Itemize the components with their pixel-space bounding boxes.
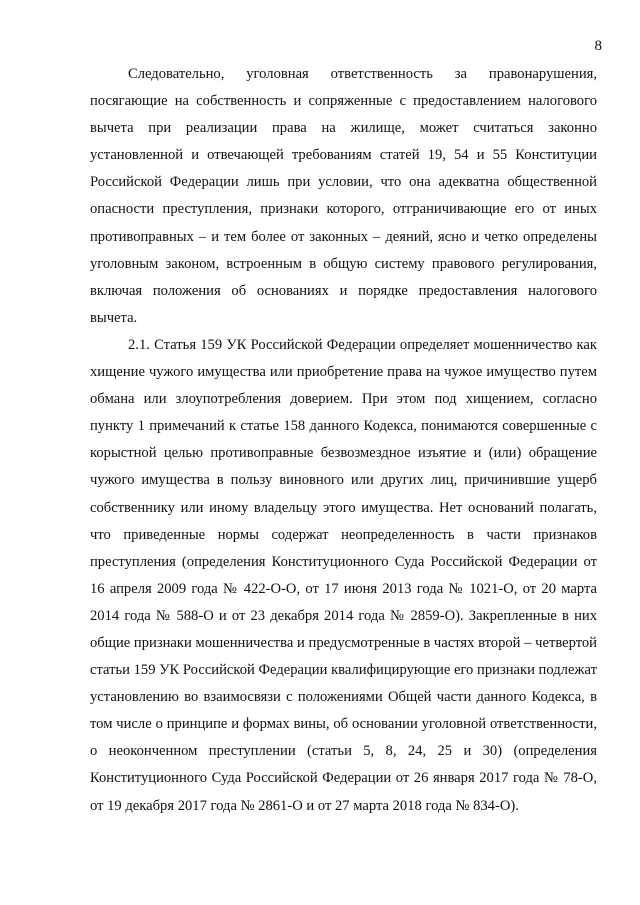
page-number: 8: [594, 38, 602, 54]
paragraph-article-159: 2.1. Статья 159 УК Российской Федерации определяет мошенничество как хищение чужого имущества или приобретение права на чужое имущество путем обмана или злоупотребления доверием. При этом под хищением, согласно пункту 1 примечаний к статье 158 данного Кодекса, понимаются совершенные с корыстной целью противоправные безвозмездное изъятие и (или) обращение чужого имущества в пользу виновного или других лиц, причинившие ущерб собственнику или иному владельцу этого имущества. Нет оснований полагать, что приведенные нормы содержат неопределенность в части признаков преступления (определения Конституционного Суда Российской Федерации от 16 апреля 2009 года № 422-О-О, от 17 июня 2013 года № 1021-О, от 20 марта 2014 года № 588-О и от 23 декабря 2014 года № 2859-О). Закрепленные в них общие признаки мошенничества и предусмотренные в частях второй – четвертой статьи 159 УК Российской Федерации квалифицирующие его признаки подлежат установлению во взаимосвязи с положениями Общей части данного Кодекса, в том числе о принципе и формах вины, об основании уголовной ответственности, о неоконченном преступлении (статьи 5, 8, 24, 25 и 30) (определения Конституционного Суда Российской Федерации от 26 января 2017 года № 78-О, от 19 декабря 2017 года № 2861-О и от 27 марта 2018 года № 834-О).: [90, 336, 597, 814]
paragraph-criminal-liability: Следовательно, уголовная ответственность за правонарушения, посягающие на собственность и сопряженные с предоставлением налогового вычета при реализации права на жилище, может считаться законно установленной и отвечающей требованиям статей 19, 54 и 55 Конституции Российской Федерации лишь при условии, что она адекватна общественной опасности преступления, признаки которого, отграничивающие его от иных противоправных – и тем более от законных – деяний, ясно и четко определены уголовным законом, встроенным в общую систему правового регулирования, включая положения об основаниях и порядке предоставления налогового вычета.: [90, 66, 597, 326]
document-body: [90, 61, 597, 820]
